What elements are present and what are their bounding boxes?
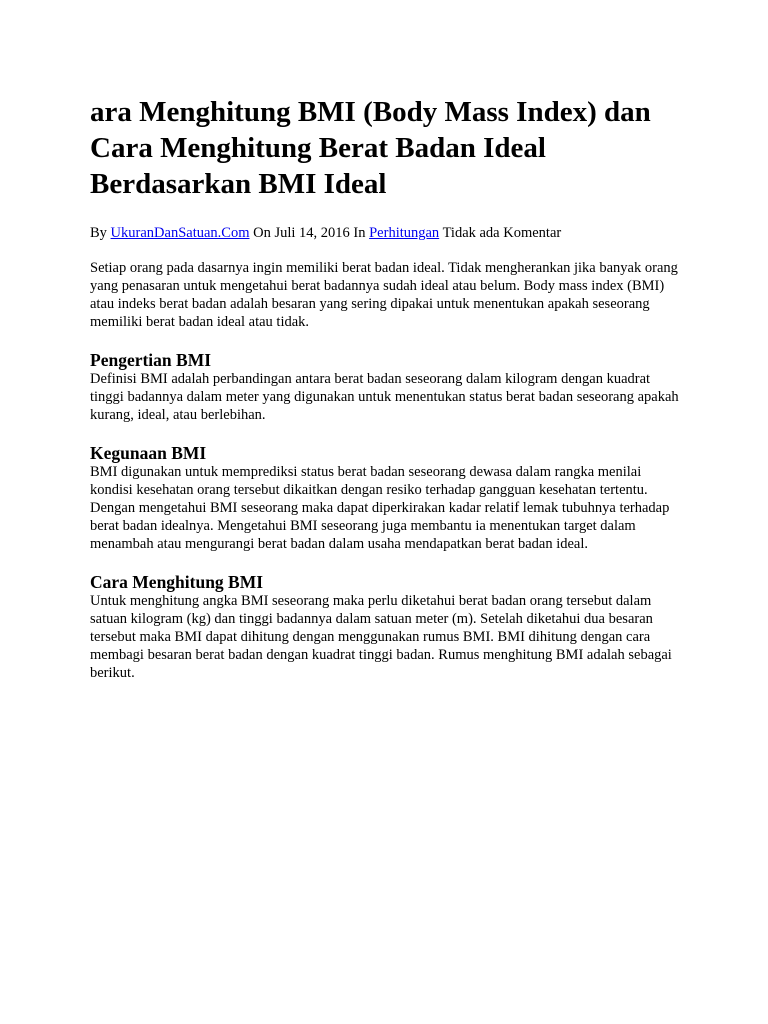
meta-comments: Tidak ada Komentar bbox=[442, 225, 562, 241]
section-text: Untuk menghitung angka BMI seseorang maka perlu diketahui berat badan orang tersebut dalam satuan kilogram (kg) dan tinggi badannya dalam satuan meter (m). Setelah diketahui dua besaran tersebut maka BMI dapat dihitung dengan menggunakan rumus BMI. BMI dihitung dengan cara membagi besaran berat badan dengan kuadrat tinggi badan. Rumus menghitung BMI adalah sebagai berikut. bbox=[90, 593, 672, 681]
article-meta bbox=[90, 224, 680, 242]
section-heading: Cara Menghitung BMI bbox=[90, 572, 264, 592]
category-link[interactable]: Perhitungan bbox=[369, 225, 440, 241]
section-text: Definisi BMI adalah perbandingan antara berat badan seseorang dalam kilogram dengan kuadrat tinggi badannya dalam meter yang digunakan untuk menentukan status berat badan seseorang apakah kurang, ideal, atau berlebihan. bbox=[90, 371, 679, 423]
section-cara-menghitung bbox=[90, 572, 680, 682]
intro-paragraph: Setiap orang pada dasarnya ingin memiliki berat badan ideal. Tidak mengherankan jika banyak orang yang penasaran untuk mengetahui berat badannya sudah ideal atau belum. Body mass index (BMI) atau indeks berat badan adalah besaran yang sering dipakai untuk menentukan apakah seseorang memiliki berat badan ideal atau tidak. bbox=[90, 260, 678, 330]
section-heading: Pengertian BMI bbox=[90, 350, 212, 370]
section-heading: Kegunaan BMI bbox=[90, 443, 207, 463]
section-pengertian bbox=[90, 350, 680, 424]
meta-date: On Juli 14, 2016 In bbox=[253, 225, 366, 241]
article-title: ara Menghitung BMI (Body Mass Index) dan Cara Menghitung Berat Badan Ideal Berdasarkan BMI Ideal bbox=[90, 96, 651, 200]
author-link[interactable]: UkuranDanSatuan.Com bbox=[110, 225, 250, 241]
section-text: BMI digunakan untuk memprediksi status berat badan seseorang dewasa dalam rangka menilai kondisi kesehatan orang tersebut dikaitkan dengan resiko terhadap gangguan kesehatan tertentu. Dengan mengetahui BMI seseorang maka dapat diperkirakan kadar relatif lemak tubuhnya terhadap berat badan idealnya. Mengetahui BMI seseorang juga membantu ia menentukan target dalam menambah atau mengurangi berat badan dalam usaha mendapatkan berat badan ideal. bbox=[90, 464, 670, 552]
meta-by: By bbox=[90, 225, 107, 241]
article bbox=[90, 94, 680, 682]
section-kegunaan bbox=[90, 443, 680, 553]
